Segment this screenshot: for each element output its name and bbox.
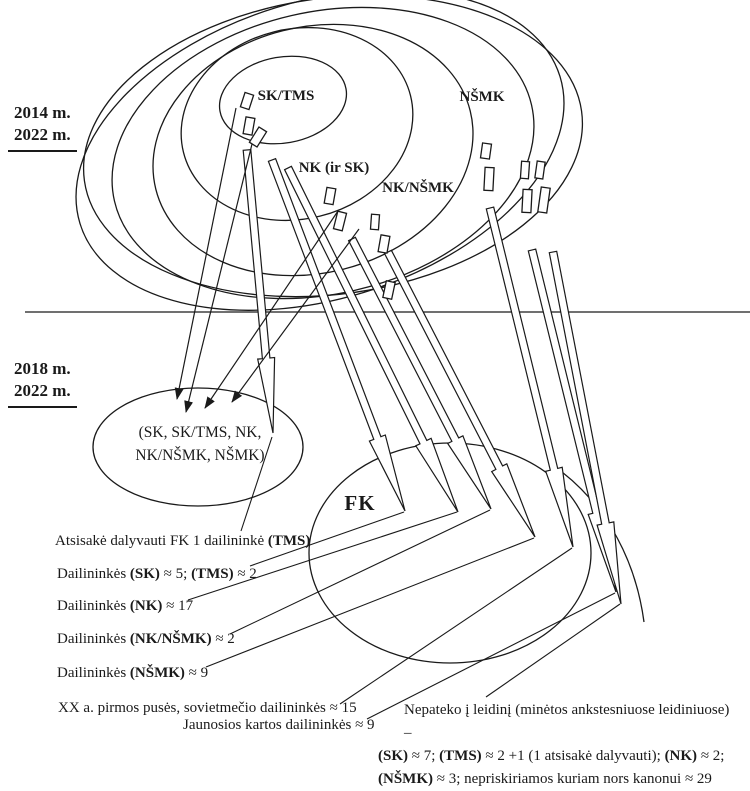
hollow-flow-arrow bbox=[549, 251, 621, 604]
text-segment: Dailininkės bbox=[57, 665, 130, 681]
text-segment: (TMS) bbox=[191, 566, 234, 582]
callout-line bbox=[340, 548, 572, 704]
artist-mark bbox=[378, 235, 390, 253]
period-label-2018-2022 bbox=[8, 358, 77, 408]
text-segment: (NŠMK) bbox=[378, 771, 433, 787]
callout-sk-count bbox=[57, 566, 257, 582]
callout-jaunosios-count bbox=[183, 717, 375, 733]
text-segment: Atsisakė dalyvauti FK 1 dailininkė bbox=[55, 533, 268, 549]
text-segment: (SK) bbox=[378, 748, 408, 764]
text-segment: (TMS) bbox=[267, 533, 311, 549]
nepateko-line bbox=[378, 699, 732, 745]
callout-nk-nsmk-count bbox=[57, 631, 235, 647]
artist-mark bbox=[535, 161, 545, 179]
solid-migration-arrow bbox=[177, 108, 236, 399]
text-segment: ≈ 5; bbox=[159, 566, 192, 582]
venn-label-nk-ir-sk: NK (ir SK) bbox=[298, 160, 370, 176]
text-segment: (SK) bbox=[129, 566, 160, 582]
artist-mark bbox=[243, 117, 255, 135]
text-segment: ≈ 2 +1 (1 atsisakė dalyvauti); bbox=[481, 748, 665, 764]
text-segment: Dailininkės bbox=[57, 598, 130, 614]
text-segment: ≈ 7; bbox=[408, 748, 440, 764]
period-label-2014-2022 bbox=[8, 102, 77, 152]
artist-mark bbox=[324, 187, 336, 204]
artist-mark bbox=[538, 187, 550, 213]
nepateko-line bbox=[378, 745, 732, 768]
text-segment: ≈ 3; nepriskiriamos kuriam nors kanonui ≈ 29 bbox=[433, 771, 712, 787]
solid-migration-arrow bbox=[232, 229, 359, 402]
artist-mark bbox=[240, 92, 253, 109]
solid-migration-arrow bbox=[186, 140, 253, 412]
venn-label-nk-nsmk: NK/NŠMK bbox=[382, 180, 454, 196]
artist-mark bbox=[522, 189, 532, 212]
text-segment: (TMS) bbox=[439, 748, 482, 764]
artist-mark bbox=[383, 281, 395, 299]
period-year: 2014 m. bbox=[14, 103, 71, 122]
artist-mark bbox=[484, 167, 494, 190]
text-segment: ≈ 2 bbox=[233, 566, 257, 582]
text-segment: Dailininkės bbox=[57, 566, 130, 582]
artist-mark bbox=[370, 214, 379, 230]
callout-nk-count bbox=[57, 598, 193, 614]
hollow-flow-arrow bbox=[243, 150, 274, 433]
callout-refused-tms bbox=[55, 533, 310, 549]
callout-line bbox=[486, 604, 620, 697]
callout-line bbox=[206, 538, 534, 667]
joint-ellipse-text bbox=[135, 421, 264, 467]
text-segment: (NK/NŠMK) bbox=[129, 631, 212, 647]
text-segment: ≈ 2; bbox=[697, 748, 725, 764]
callout-nsmk-count bbox=[57, 665, 208, 681]
joint-ellipse-line: NK/NŠMK, NŠMK) bbox=[135, 447, 265, 464]
nepateko-paragraph bbox=[378, 699, 732, 791]
text-segment: (NK) bbox=[129, 598, 163, 614]
text-segment: Dailininkės bbox=[57, 631, 130, 647]
text-segment: ≈ 17 bbox=[162, 598, 194, 614]
nepateko-line bbox=[378, 768, 732, 791]
period-year: 2018 m. bbox=[14, 359, 71, 378]
fk-ellipse-label: FK bbox=[344, 491, 376, 515]
text-segment: (NŠMK) bbox=[129, 665, 185, 681]
joint-ellipse-line: (SK, SK/TMS, NK, bbox=[138, 424, 262, 441]
text-segment: Nepateko į leidinį (minėtos ankstesniuose leidiniuose) – bbox=[404, 702, 730, 741]
period-year: 2022 m. bbox=[14, 125, 71, 144]
text-segment: ≈ 2 bbox=[211, 631, 235, 647]
callout-line bbox=[230, 510, 490, 634]
text-segment: (NK) bbox=[664, 748, 698, 764]
callout-xx-a-count bbox=[58, 700, 357, 716]
artist-mark bbox=[481, 143, 492, 159]
text-segment: XX a. pirmos pusės, sovietmečio dailininkės ≈ 15 bbox=[58, 700, 357, 716]
period-year: 2022 m. bbox=[14, 381, 71, 400]
text-segment: Jaunosios kartos dailininkės ≈ 9 bbox=[183, 717, 375, 733]
ellipse-nk-ir-sk bbox=[160, 4, 433, 245]
callout-line bbox=[188, 512, 457, 600]
text-segment: ≈ 9 bbox=[184, 665, 209, 681]
venn-label-sk-tms: SK/TMS bbox=[257, 88, 315, 104]
venn-label-nsmk: NŠMK bbox=[459, 89, 505, 105]
artist-mark bbox=[520, 161, 529, 179]
